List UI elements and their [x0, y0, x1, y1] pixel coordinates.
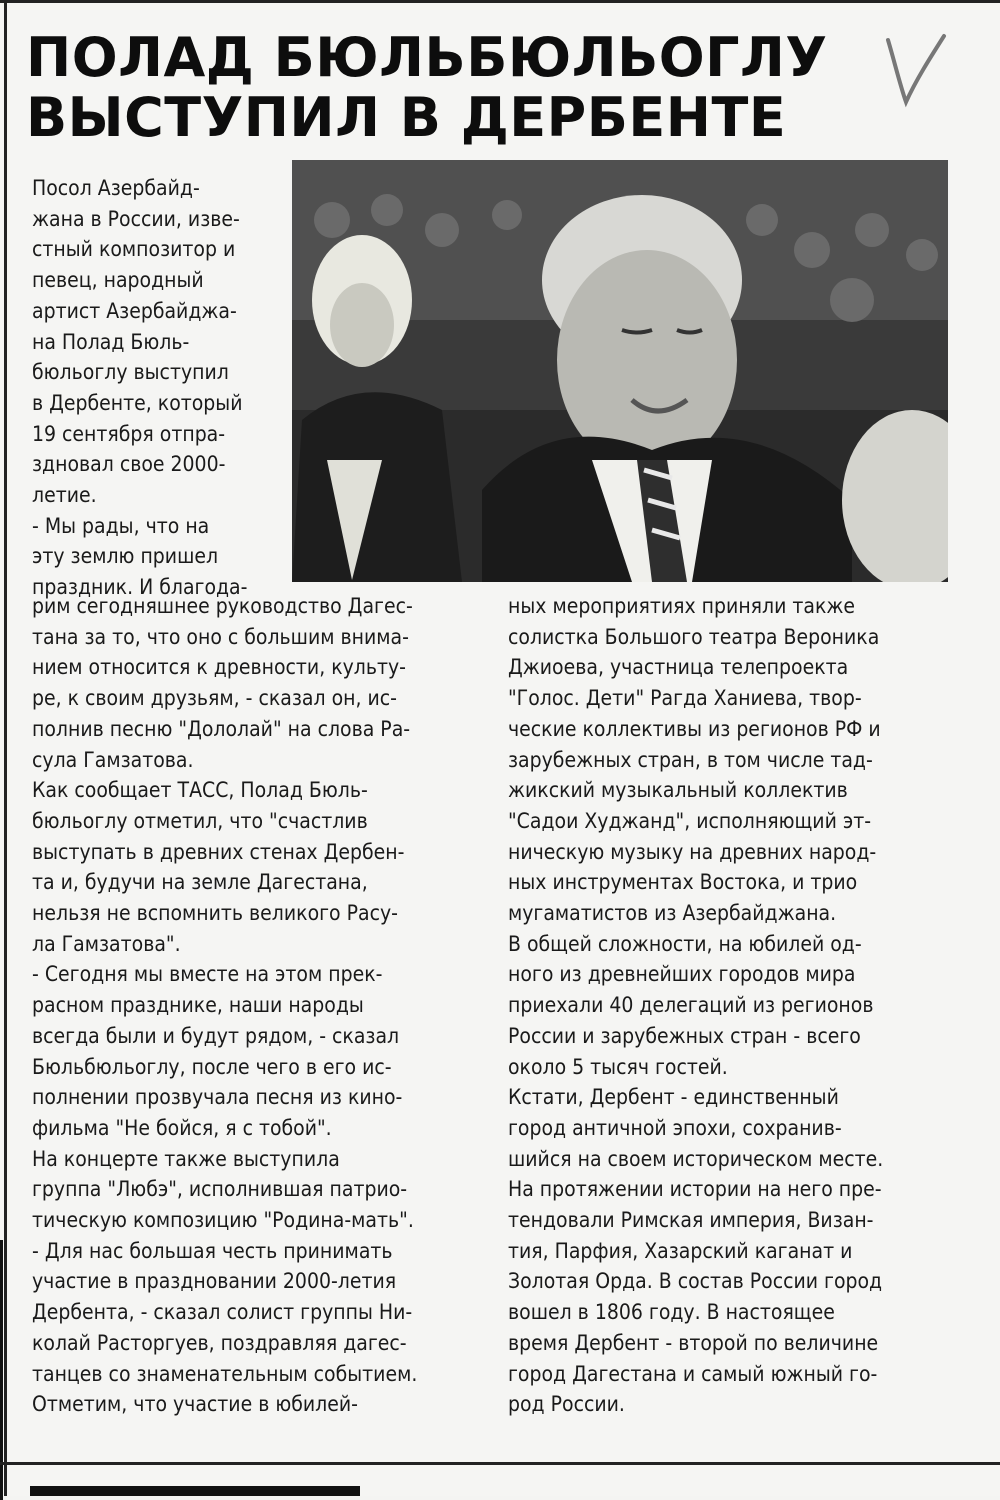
left-border [4, 0, 7, 1496]
photo-illustration [292, 160, 948, 582]
bottom-border [0, 1462, 1000, 1465]
handwritten-check-mark [880, 30, 950, 110]
top-border [0, 0, 1000, 3]
article-text-column-1: рим сегодняшнее руководство Дагес- тана за то, что оно с большим внима- нием относится к древности, культу- ре, к своим друзьям, - сказал он, ис- полнив песню "Дололай" на слова Ра- сула Гамзатова. Как сообщает ТАСС, Полад Бюль- бюльоглу отметил, что "счастлив выступать в древних стенах Дербен- та и, будучи на земле Дагестана, нельзя не вспомнить великого Расу- ла Гамзатова". - Сегодня мы вместе на этом прек- расном празднике, наши народы всегда были и будут рядом, - сказал Бюльбюльоглу, после чего в его ис- полнении прозвучала песня из кино- фильма "Не бойся, я с тобой". На концерте также выступила группа "Любэ", исполнившая патрио- тическую композицию "Родина-мать". - Для нас большая честь принимать участие в праздновании 2000-летия Дербента, - сказал солист группы Ни- колай Расторгуев, поздравляя дагес- танцев со знаменательным событием. Отметим, что участие в юбилей- [32, 594, 418, 1417]
left-margin-rule [0, 1240, 3, 1500]
article-text-column-1-top: Посол Азербайд- жана в России, изве- стный композитор и певец, народный артист Азербайджа- на Полад Бюль- бюльоглу выступил в Дербенте, который 19 сентября отпра- здновал свое 2000- летие. - Мы рады, что на эту землю пришел праздник. И благода- [32, 176, 248, 600]
next-article-headline-fragment [30, 1478, 430, 1496]
headline-line-2: ВЫСТУПИЛ В ДЕРБЕНТЕ [26, 86, 787, 149]
headline [26, 28, 866, 148]
article-photo [292, 160, 948, 582]
headline-line-1: ПОЛАД БЮЛЬБЮЛЬОГЛУ [26, 26, 828, 89]
article-text-column-2: ных мероприятиях приняли также солистка Большого театра Вероника Джиоева, участница телепроекта "Голос. Дети" Рагда Ханиева, твор- ческие коллективы из регионов РФ и зарубежных стран, в том числе тад- жикский музыкальный коллектив "Садои Худжанд", исполняющий эт- ническую музыку на древних народ- ных инструментах Востока, и трио мугаматистов из Азербайджана. В общей сложности, на юбилей од- ного из древнейших городов мира приехали 40 делегаций из регионов России и зарубежных стран - всего около 5 тысяч гостей. Кстати, Дербент - единственный город античной эпохи, сохранив- шийся на своем историческом месте. На протяжении истории на него пре- тендовали Римская империя, Визан- тия, Парфия, Хазарский каганат и Золотая Орда. В состав России город вошел в 1806 году. В настоящее время Дербент - второй по величине город Дагестана и самый южный го- род России. [508, 594, 884, 1417]
